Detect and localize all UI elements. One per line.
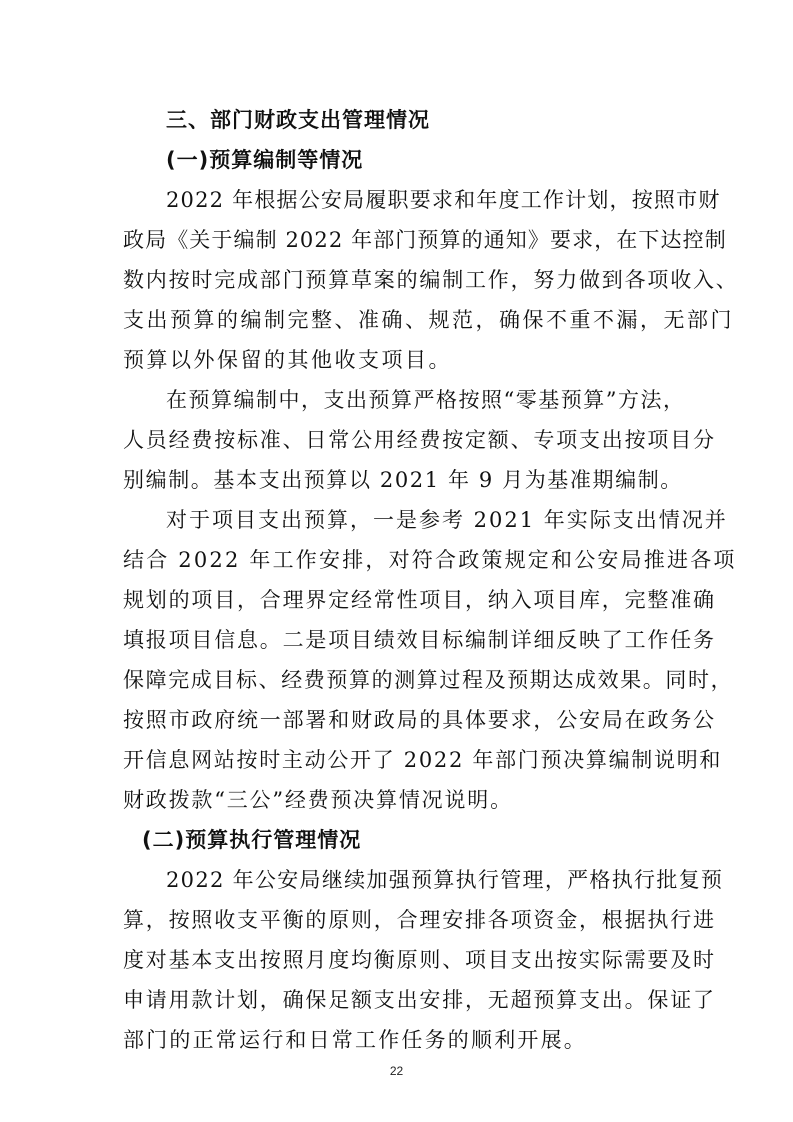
paragraph-line: 申请用款计划，确保足额支出安排，无超预算支出。保证了 (123, 988, 716, 1012)
paragraph-line: 规划的项目，合理界定经常性项目，纳入项目库，完整准确 (123, 588, 716, 612)
paragraph-line: 数内按时完成部门预算草案的编制工作，努力做到各项收入、 (123, 268, 739, 292)
paragraph-line: 政局《关于编制 2022 年部门预算的通知》要求，在下达控制 (123, 228, 727, 252)
paragraph-line: 在预算编制中，支出预算严格按照“零基预算”方法， (166, 388, 686, 412)
paragraph-line: 部门的正常运行和日常工作任务的顺利开展。 (123, 1028, 587, 1052)
paragraph-line: 按照市政府统一部署和财政局的具体要求，公安局在政务公 (123, 708, 716, 732)
paragraph-line: 财政拨款“三公”经费预决算情况说明。 (123, 788, 513, 812)
paragraph-line: 结合 2022 年工作安排，对符合政策规定和公安局推进各项 (123, 548, 737, 572)
paragraph-line: 开信息网站按时主动公开了 2022 年部门预决算编制说明和 (123, 748, 723, 772)
paragraph-line: 度对基本支出按照月度均衡原则、项目支出按实际需要及时 (123, 948, 716, 972)
paragraph-line: 别编制。基本支出预算以 2021 年 9 月为基准期编制。 (123, 468, 683, 492)
paragraph-line: 对于项目支出预算，一是参考 2021 年实际支出情况并 (166, 508, 728, 532)
paragraph-line: 填报项目信息。二是项目绩效目标编制详细反映了工作任务 (123, 628, 716, 652)
subsection-heading-budget-execution: (二)预算执行管理情况 (142, 828, 362, 852)
paragraph-line: 支出预算的编制完整、准确、规范，确保不重不漏，无部门 (123, 308, 734, 332)
section-heading: 三、部门财政支出管理情况 (166, 108, 430, 132)
page-number: 22 (389, 1064, 404, 1078)
subsection-heading-budget-preparation: (一)预算编制等情况 (166, 148, 364, 172)
paragraph-line: 算，按照收支平衡的原则，合理安排各项资金，根据执行进 (123, 908, 716, 932)
paragraph-line: 2022 年根据公安局履职要求和年度工作计划，按照市财 (166, 188, 721, 212)
paragraph-line: 2022 年公安局继续加强预算执行管理，严格执行批复预 (166, 868, 724, 892)
paragraph-line: 预算以外保留的其他收支项目。 (123, 348, 452, 372)
paragraph-line: 保障完成目标、经费预算的测算过程及预期达成效果。同时， (123, 668, 734, 692)
paragraph-line: 人员经费按标准、日常公用经费按定额、专项支出按项目分 (123, 428, 716, 452)
